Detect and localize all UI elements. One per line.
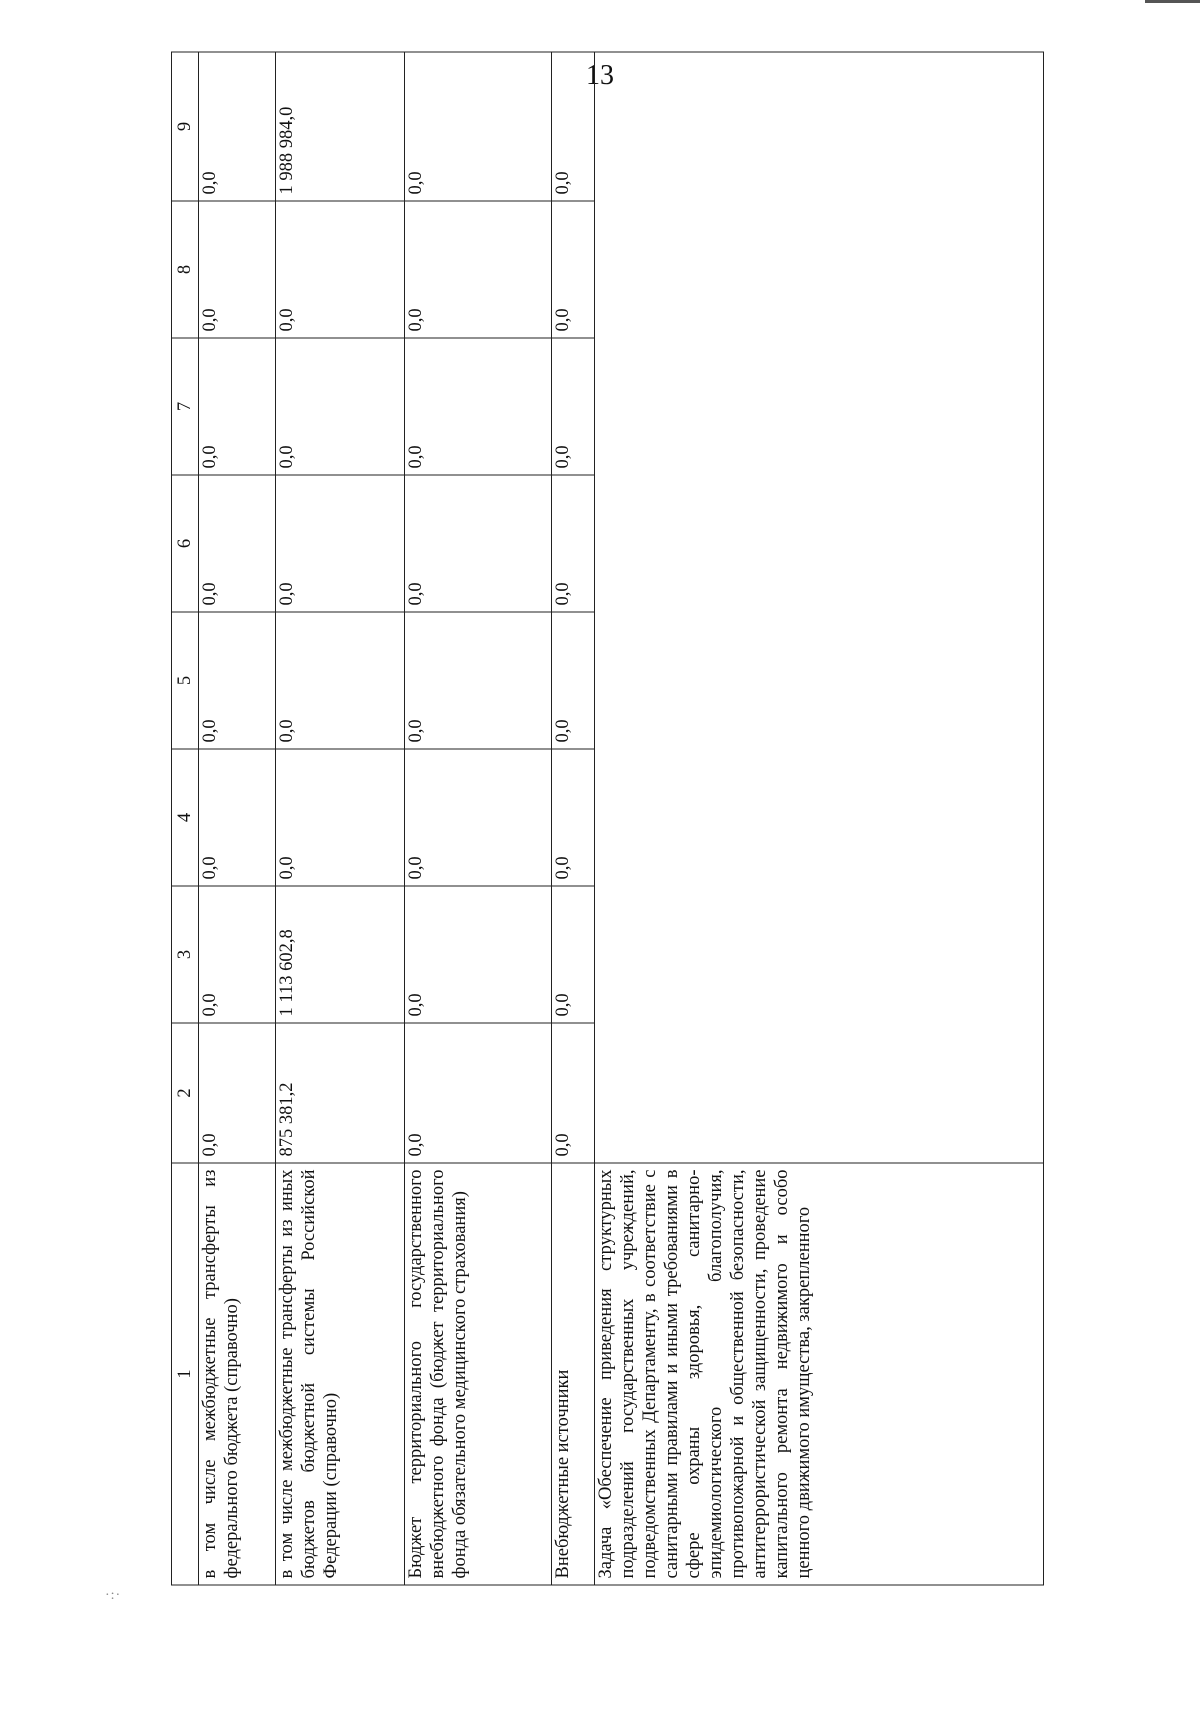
table-cell: 875 381,2 [276, 1023, 405, 1163]
task-description: Задача «Обеспечение приведения структурных подразделений государственных учреждений, подведомственных Департаменту, в соответствие с санитарными правилами и иными требованиями в сфере охраны здоровья, санитарно-эпидемиологического благополучия, противопожарной и общественной безопасности, антитеррористической защищенности, проведение капитального ремонта недвижимого и особо ценного движимого имущества, закрепленного [595, 1163, 1044, 1585]
table-cell: 0,0 [405, 338, 552, 475]
header-cell-8: 8 [172, 201, 199, 338]
row-label: Внебюджетные источники [552, 1163, 595, 1585]
table-cell: 0,0 [552, 749, 595, 886]
scan-top-rule [1145, 0, 1200, 3]
table-cell: 0,0 [405, 201, 552, 338]
table-cell: 0,0 [199, 886, 276, 1023]
table-cell: 0,0 [276, 475, 405, 612]
table-header-row [172, 52, 199, 1585]
header-cell-7: 7 [172, 338, 199, 475]
header-cell-2: 2 [172, 1023, 199, 1163]
table-cell: 0,0 [552, 52, 595, 201]
table-cell: 0,0 [405, 52, 552, 201]
table-cell: 0,0 [199, 749, 276, 886]
table-cell: 0,0 [405, 612, 552, 749]
budget-table [171, 52, 1044, 1586]
header-cell-4: 4 [172, 749, 199, 886]
header-cell-5: 5 [172, 612, 199, 749]
table-cell: 0,0 [405, 475, 552, 612]
table-cell: 0,0 [552, 201, 595, 338]
page-number: 13 [586, 60, 614, 91]
table-row-medical-insurance-fund [405, 52, 552, 1585]
table-cell: 0,0 [405, 749, 552, 886]
table-cell: 0,0 [552, 475, 595, 612]
header-cell-9: 9 [172, 52, 199, 201]
table-row-other-budget-transfers [276, 52, 405, 1585]
table-cell: 0,0 [276, 338, 405, 475]
table-cell: 0,0 [199, 475, 276, 612]
table-cell: 0,0 [276, 749, 405, 886]
table-cell: 0,0 [199, 52, 276, 201]
row-label: в том числе межбюджетные трансферты из иных бюджетов бюджетной системы Российской Федерации (справочно) [276, 1163, 405, 1585]
header-cell-6: 6 [172, 475, 199, 612]
header-cell-1: 1 [172, 1163, 199, 1585]
table-cell: 0,0 [552, 886, 595, 1023]
budget-table-rotated [171, 106, 1089, 1586]
table-cell: 0,0 [405, 886, 552, 1023]
table-row-extrabudgetary-sources [552, 52, 595, 1585]
table-cell: 1 988 984,0 [276, 52, 405, 201]
table-cell: 0,0 [199, 612, 276, 749]
table-cell: 1 113 602,8 [276, 886, 405, 1023]
row-label: в том числе межбюджетные трансферты из федерального бюджета (справочно) [199, 1163, 276, 1585]
table-cell: 0,0 [276, 201, 405, 338]
table-cell: 0,0 [199, 338, 276, 475]
row-label: Бюджет территориального государственного внебюджетного фонда (бюджет территориального фонда обязательного медицинского страхования) [405, 1163, 552, 1585]
table-cell: 0,0 [199, 1023, 276, 1163]
table-cell: 0,0 [552, 612, 595, 749]
table-row-task [595, 52, 1044, 1585]
table-cell: 0,0 [552, 1023, 595, 1163]
table-cell: 0,0 [552, 338, 595, 475]
task-empty-cell [595, 52, 1044, 1163]
table-row-federal-transfers [199, 52, 276, 1585]
table-cell: 0,0 [276, 612, 405, 749]
table-cell: 0,0 [199, 201, 276, 338]
header-cell-3: 3 [172, 886, 199, 1023]
scan-speck-mark: ·:· [105, 1588, 122, 1603]
table-cell: 0,0 [405, 1023, 552, 1163]
